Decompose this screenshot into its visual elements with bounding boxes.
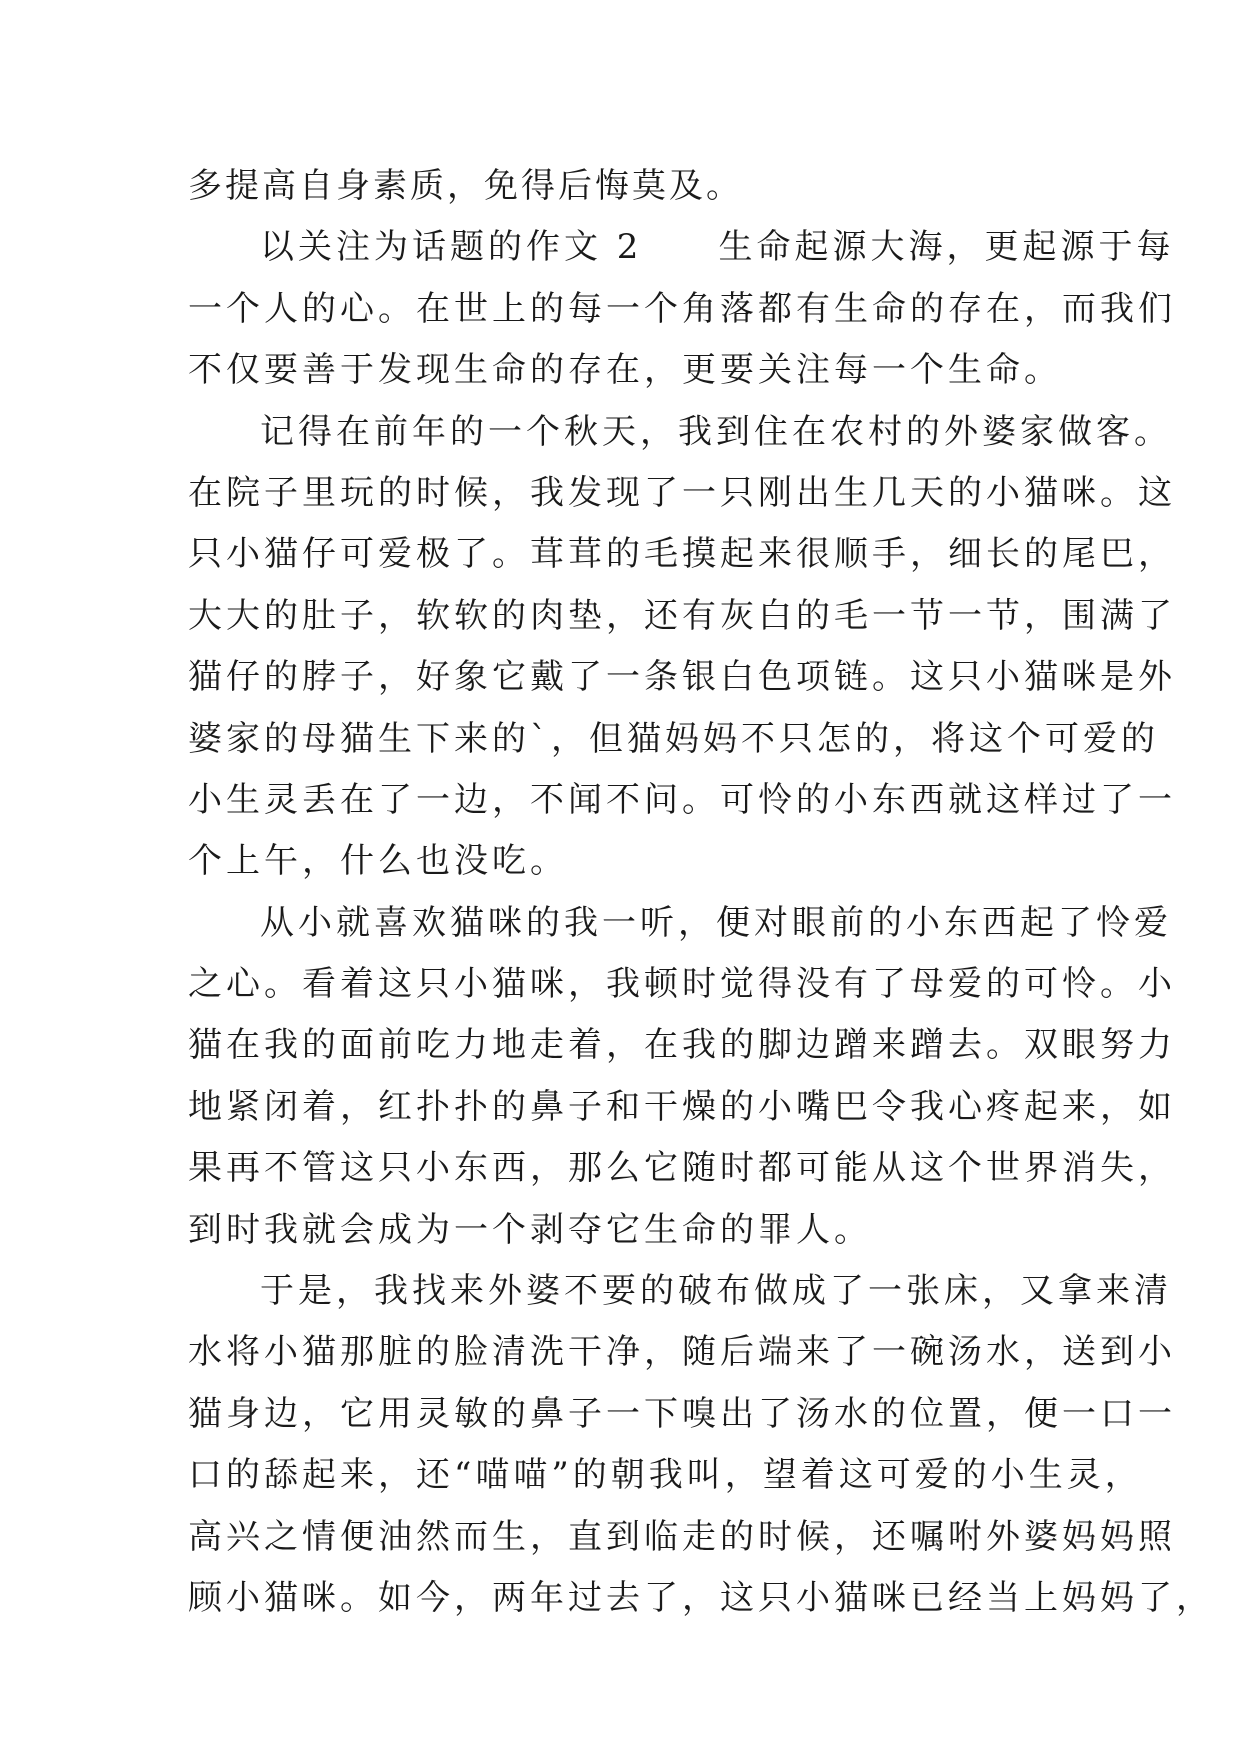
text-line: 一个人的心。在世上的每一个角落都有生命的存在，而我们 <box>188 288 1176 329</box>
text-line: 水将小猫那脏的脸清洗干净，随后端来了一碗汤水，送到小 <box>188 1332 1176 1373</box>
text-line: 口的舔起来，还“喵喵”的朝我叫，望着这可爱的小生灵， <box>188 1455 1143 1496</box>
text-line: 多提高自身素质，免得后悔莫及。 <box>188 166 743 206</box>
text-line: 猫身边，它用灵敏的鼻子一下嗅出了汤水的位置，便一口一 <box>188 1393 1176 1434</box>
text-line: 地紧闭着，红扑扑的鼻子和干燥的小嘴巴令我心疼起来，如 <box>188 1086 1176 1127</box>
text-line: 高兴之情便油然而生，直到临走的时候，还嘱咐外婆妈妈照 <box>188 1516 1176 1557</box>
text-line: 大大的肚子，软软的肉垫，还有灰白的毛一节一节，围满了 <box>188 595 1176 636</box>
text-line: 以关注为话题的作文 2 生命起源大海，更起源于每 <box>260 227 1175 268</box>
text-line: 之心。看着这只小猫咪，我顿时觉得没有了母爱的可怜。小 <box>188 964 1176 1005</box>
text-line: 果再不管这只小东西，那么它随时都可能从这个世界消失， <box>188 1148 1176 1189</box>
text-line: 不仅要善于发现生命的存在，更要关注每一个生命。 <box>188 350 1062 391</box>
text-line: 只小猫仔可爱极了。茸茸的毛摸起来很顺手，细长的尾巴， <box>188 534 1176 575</box>
text-line: 在院子里玩的时候，我发现了一只刚出生几天的小猫咪。这 <box>188 472 1176 513</box>
text-line: 顾小猫咪。如今，两年过去了，这只小猫咪已经当上妈妈了， <box>188 1577 1214 1618</box>
text-line: 猫仔的脖子，好象它戴了一条银白色项链。这只小猫咪是外 <box>188 657 1176 698</box>
text-line: 从小就喜欢猫咪的我一听，便对眼前的小东西起了怜爱 <box>260 902 1172 943</box>
text-line: 记得在前年的一个秋天，我到住在农村的外婆家做客。 <box>260 411 1172 452</box>
text-line: 小生灵丢在了一边，不闻不问。可怜的小东西就这样过了一 <box>188 779 1176 820</box>
text-line: 个上午，什么也没吃。 <box>188 841 568 882</box>
text-line: 于是，我找来外婆不要的破布做成了一张床，又拿来清 <box>260 1271 1172 1312</box>
document-body <box>188 156 1214 1629</box>
text-line: 猫在我的面前吃力地走着，在我的脚边蹭来蹭去。双眼努力 <box>188 1025 1176 1066</box>
text-line: 到时我就会成为一个剥夺它生命的罪人。 <box>188 1209 872 1250</box>
text-line: 婆家的母猫生下来的`，但猫妈妈不只怎的，将这个可爱的 <box>188 718 1159 759</box>
